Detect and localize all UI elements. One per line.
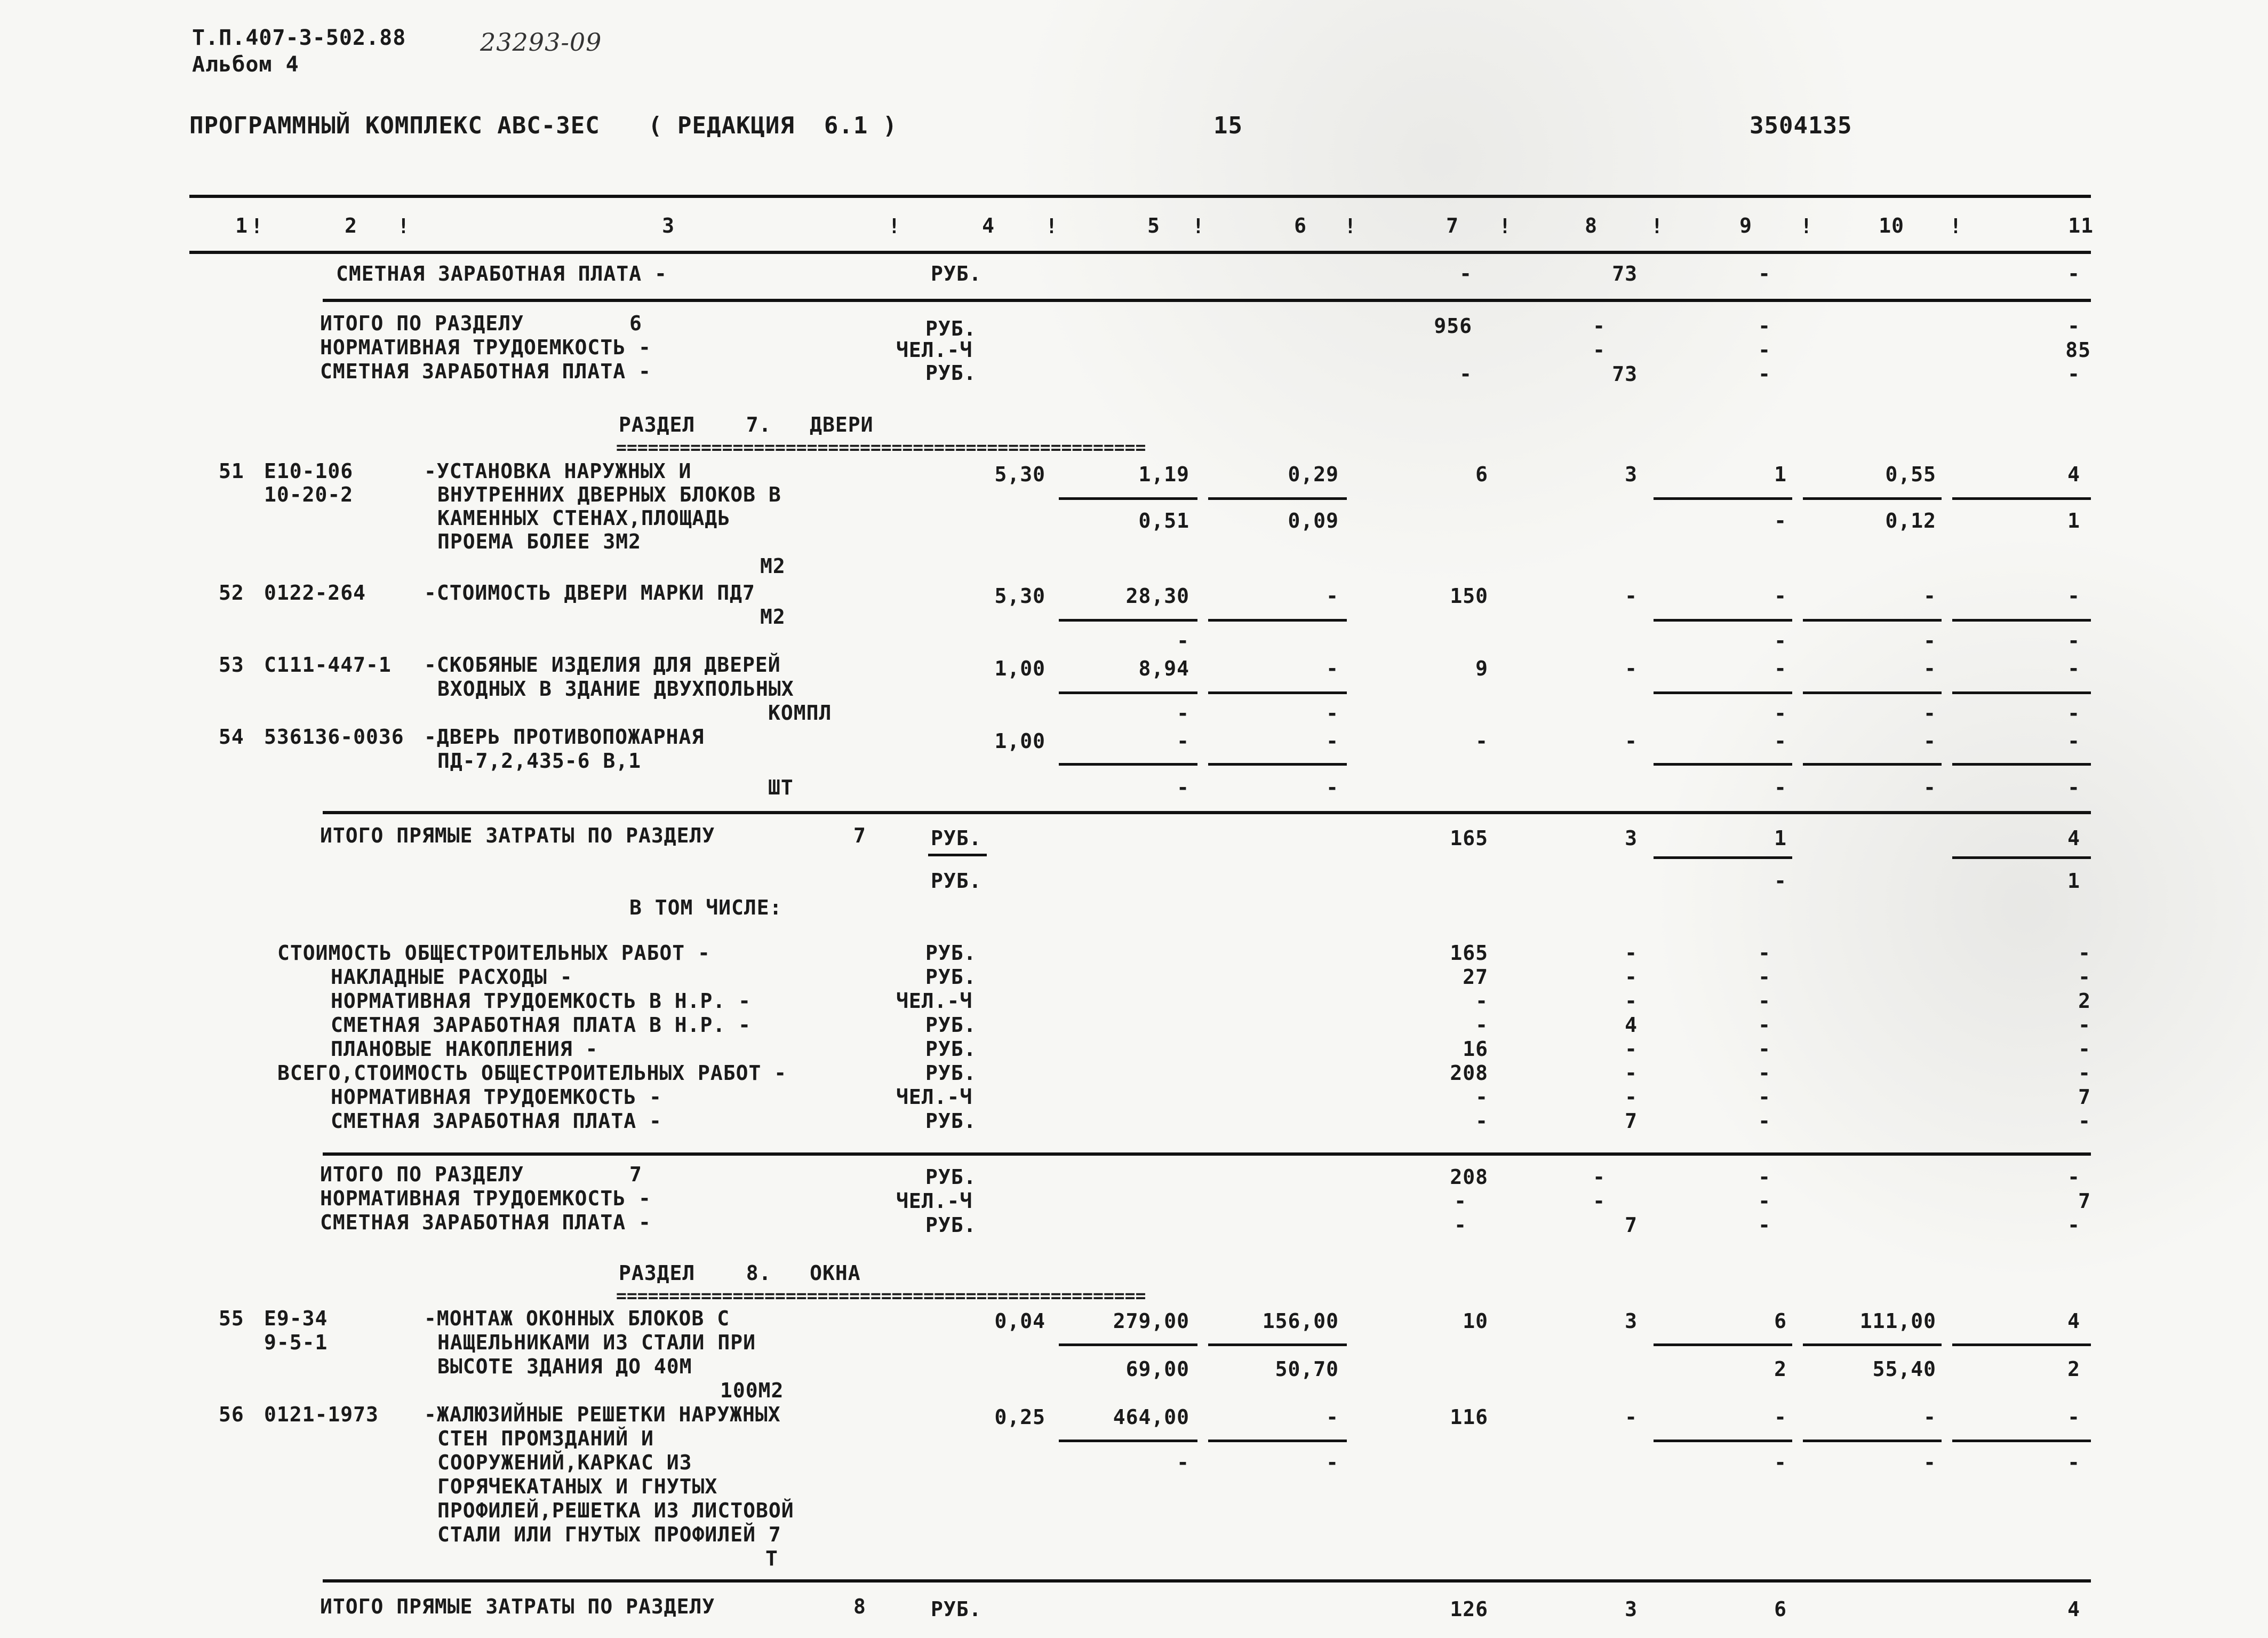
r55-c11a: 4 xyxy=(2067,1309,2080,1333)
r52-c11b: - xyxy=(2067,629,2080,653)
rule-1 xyxy=(323,299,2091,302)
r53-c9-rule xyxy=(1654,691,1792,694)
r52-c10a: - xyxy=(1923,584,1936,608)
gw-label-2: НАКЛАДНЫЕ РАСХОДЫ - xyxy=(331,965,573,989)
r55-c5a: 279,00 xyxy=(1113,1309,1189,1333)
s6-unit-1: РУБ. xyxy=(925,317,977,340)
s6-labour-label: НОРМАТИВНАЯ ТРУДОЕМКОСТЬ - xyxy=(320,336,651,359)
r56-c6b: - xyxy=(1326,1451,1339,1474)
gw-c9-7: - xyxy=(1758,1085,1771,1109)
s7-direct-unit-rule xyxy=(928,854,987,856)
gw-c8-6: - xyxy=(1625,1061,1638,1085)
r55-code2: 9-5-1 xyxy=(264,1331,328,1354)
r51-c5b: 0,51 xyxy=(1138,509,1189,532)
r54-code1: 536136-0036 xyxy=(264,725,404,749)
r52-c5-rule xyxy=(1059,619,1197,622)
r54-qty: 1,00 xyxy=(994,729,1045,753)
wage-label: СМЕТНАЯ ЗАРАБОТНАЯ ПЛАТА - xyxy=(336,262,667,285)
r51-desc2: ВНУТРЕННИХ ДВЕРНЫХ БЛОКОВ В xyxy=(437,483,781,506)
column-separator: ! xyxy=(1192,214,1204,238)
r53-c6-rule xyxy=(1208,691,1347,694)
r55-c11b: 2 xyxy=(2067,1357,2080,1381)
r52-c8: - xyxy=(1625,584,1638,608)
gw-unit-5: РУБ. xyxy=(925,1037,977,1061)
r54-c7: - xyxy=(1475,729,1488,753)
r54-c8: - xyxy=(1625,729,1638,753)
r54-c6b: - xyxy=(1326,776,1339,799)
r54-desc2: ПД-7,2,435-6 В,1 xyxy=(437,749,642,773)
s8-direct-c9: 6 xyxy=(1774,1597,1787,1621)
column-header-8: 8 xyxy=(1585,214,1598,237)
page-number: 15 xyxy=(1213,112,1243,139)
r53-unit: КОМПЛ xyxy=(768,701,832,725)
column-header-2: 2 xyxy=(345,214,357,237)
s7-r2-c8: - xyxy=(1593,1189,1606,1213)
s7-r3-c11: - xyxy=(2067,1213,2080,1237)
column-separator: ! xyxy=(1950,214,1962,238)
r54-c10b: - xyxy=(1923,776,1936,799)
s7-r3-c9: - xyxy=(1758,1213,1771,1237)
r51-desc4: ПРОЕМА БОЛЕЕ 3М2 xyxy=(437,530,642,553)
gw-label-7: НОРМАТИВНАЯ ТРУДОЕМКОСТЬ - xyxy=(331,1085,662,1109)
gw-c8-5: - xyxy=(1625,1037,1638,1061)
r53-c9b: - xyxy=(1774,702,1787,725)
r56-c11-rule xyxy=(1952,1440,2091,1442)
s6-r1-c11: - xyxy=(2067,314,2080,338)
s6-total-num: 6 xyxy=(629,312,642,335)
s7-direct-c11-rule xyxy=(1952,856,2091,859)
r53-c6b: - xyxy=(1326,702,1339,725)
s8-direct-num: 8 xyxy=(853,1595,866,1618)
r52-num: 52 xyxy=(219,581,244,605)
r56-c9-rule xyxy=(1654,1440,1792,1442)
gw-c7-2: 27 xyxy=(1463,965,1488,989)
r54-c9: - xyxy=(1774,729,1787,753)
gw-c9-6: - xyxy=(1758,1061,1771,1085)
r56-code1: 0121-1973 xyxy=(264,1403,379,1426)
r53-c10a: - xyxy=(1923,657,1936,680)
column-header-3: 3 xyxy=(662,214,675,237)
s7-total-label: ИТОГО ПО РАЗДЕЛУ xyxy=(320,1163,524,1186)
r51-c10a: 0,55 xyxy=(1885,463,1936,486)
r51-c9-rule xyxy=(1654,497,1792,500)
r55-c7: 10 xyxy=(1463,1309,1488,1333)
r55-unit: 100М2 xyxy=(720,1379,784,1402)
s7-r3-c7: - xyxy=(1454,1213,1467,1237)
s7-r3-c8: 7 xyxy=(1625,1213,1638,1237)
s7-direct-num: 7 xyxy=(853,824,866,847)
s8-direct-label: ИТОГО ПРЯМЫЕ ЗАТРАТЫ ПО РАЗДЕЛУ xyxy=(320,1595,715,1618)
r55-c10-rule xyxy=(1803,1343,1942,1346)
r51-c11b: 1 xyxy=(2067,509,2080,532)
column-header-7: 7 xyxy=(1446,214,1459,237)
s7-r2-c9: - xyxy=(1758,1189,1771,1213)
r55-c8: 3 xyxy=(1625,1309,1638,1333)
rule-2 xyxy=(323,811,2091,814)
s7-including-label: В ТОМ ЧИСЛЕ: xyxy=(629,896,782,919)
gw-c11-3: 2 xyxy=(2078,989,2091,1013)
column-header-4: 4 xyxy=(982,214,995,237)
r56-c9: - xyxy=(1774,1405,1787,1429)
gw-c9-8: - xyxy=(1758,1109,1771,1133)
gw-c7-3: - xyxy=(1475,989,1488,1013)
s7-labour-label: НОРМАТИВНАЯ ТРУДОЕМКОСТЬ - xyxy=(320,1187,651,1210)
r51-c10-rule xyxy=(1803,497,1942,500)
r51-c9: 1 xyxy=(1774,463,1787,486)
r56-c6-rule xyxy=(1208,1440,1347,1442)
r53-c6a: - xyxy=(1326,657,1339,680)
column-separator: ! xyxy=(397,214,410,238)
r55-qty: 0,04 xyxy=(994,1309,1045,1333)
r53-c9: - xyxy=(1774,657,1787,680)
project-code: Т.П.407-3-502.88 xyxy=(192,26,406,50)
section8-title: РАЗДЕЛ 8. ОКНА xyxy=(619,1261,861,1285)
r52-c5a: 28,30 xyxy=(1125,584,1189,608)
r54-c9b: - xyxy=(1774,776,1787,799)
r54-c9-rule xyxy=(1654,763,1792,766)
r53-c7: 9 xyxy=(1475,657,1488,680)
r53-c10b: - xyxy=(1923,702,1936,725)
r53-desc1: -СКОБЯНЫЕ ИЗДЕЛИЯ ДЛЯ ДВЕРЕЙ xyxy=(424,653,781,677)
r56-c6a: - xyxy=(1326,1405,1339,1429)
r52-c6-rule xyxy=(1208,619,1347,622)
gw-c9-2: - xyxy=(1758,965,1771,989)
gw-c11-8: - xyxy=(2078,1109,2091,1133)
r53-c11b: - xyxy=(2067,702,2080,725)
r53-c5b: - xyxy=(1177,702,1189,725)
column-header-9: 9 xyxy=(1739,214,1752,237)
gw-unit-4: РУБ. xyxy=(925,1013,977,1037)
r51-c8: 3 xyxy=(1625,463,1638,486)
r53-c5a: 8,94 xyxy=(1138,657,1189,680)
r53-c10-rule xyxy=(1803,691,1942,694)
gw-c7-1: 165 xyxy=(1450,941,1488,965)
r54-unit: ШТ xyxy=(768,776,794,799)
r53-c5-rule xyxy=(1059,691,1197,694)
s7-r1-c8: - xyxy=(1593,1165,1606,1189)
r55-desc1: -МОНТАЖ ОКОННЫХ БЛОКОВ С xyxy=(424,1307,730,1330)
r56-desc4: ГОРЯЧЕКАТАНЫХ И ГНУТЫХ xyxy=(437,1475,718,1498)
r51-desc1: -УСТАНОВКА НАРУЖНЫХ И xyxy=(424,459,692,483)
r55-c9: 6 xyxy=(1774,1309,1787,1333)
gw-unit-6: РУБ. xyxy=(925,1061,977,1085)
s6-r3-c8: 73 xyxy=(1612,362,1638,386)
s6-unit-2: ЧЕЛ.-Ч xyxy=(896,338,973,362)
s7-direct-unit1: РУБ. xyxy=(931,826,982,850)
gw-c9-3: - xyxy=(1758,989,1771,1013)
r55-c9b: 2 xyxy=(1774,1357,1787,1381)
r55-c10b: 55,40 xyxy=(1872,1357,1936,1381)
s8-direct-c8: 3 xyxy=(1625,1597,1638,1621)
gw-c9-1: - xyxy=(1758,941,1771,965)
r56-c7: 116 xyxy=(1450,1405,1488,1429)
r51-c6-rule xyxy=(1208,497,1347,500)
r53-desc2: ВХОДНЫХ В ЗДАНИЕ ДВУХПОЛЬНЫХ xyxy=(437,677,794,701)
column-separator: ! xyxy=(1045,214,1058,238)
gw-label-1: СТОИМОСТЬ ОБЩЕСТРОИТЕЛЬНЫХ РАБОТ - xyxy=(277,941,710,965)
r55-c5-rule xyxy=(1059,1343,1197,1346)
s6-total-label: ИТОГО ПО РАЗДЕЛУ xyxy=(320,312,524,335)
gw-c11-6: - xyxy=(2078,1061,2091,1085)
column-separator: ! xyxy=(1651,214,1663,238)
wage-c11: - xyxy=(2067,262,2080,285)
gw-unit-7: ЧЕЛ.-Ч xyxy=(896,1085,973,1109)
r54-num: 54 xyxy=(219,725,244,749)
s8-direct-c11: 4 xyxy=(2067,1597,2080,1621)
r55-c9-rule xyxy=(1654,1343,1792,1346)
s7-direct-c8: 3 xyxy=(1625,826,1638,850)
r56-unit: Т xyxy=(765,1547,778,1570)
gw-c8-7: - xyxy=(1625,1085,1638,1109)
r54-desc1: -ДВЕРЬ ПРОТИВОПОЖАРНАЯ xyxy=(424,725,705,749)
r54-c5a: - xyxy=(1177,729,1189,753)
s7-direct-c7: 165 xyxy=(1450,826,1488,850)
r52-c9b: - xyxy=(1774,629,1787,653)
r53-qty: 1,00 xyxy=(994,657,1045,680)
edition-label: ( РЕДАКЦИЯ 6.1 ) xyxy=(648,112,898,139)
r52-c7: 150 xyxy=(1450,584,1488,608)
gw-c7-8: - xyxy=(1475,1109,1488,1133)
s6-unit-3: РУБ. xyxy=(925,361,977,385)
r52-unit: М2 xyxy=(760,605,786,629)
gw-c11-4: - xyxy=(2078,1013,2091,1037)
r55-c6-rule xyxy=(1208,1343,1347,1346)
header-bottom-rule xyxy=(189,251,2091,254)
r55-c11-rule xyxy=(1952,1343,2091,1346)
s7-r1-c9: - xyxy=(1758,1165,1771,1189)
s7-direct-c9-rule xyxy=(1654,856,1792,859)
s7-wage-label: СМЕТНАЯ ЗАРАБОТНАЯ ПЛАТА - xyxy=(320,1211,651,1234)
s6-r2-c9: - xyxy=(1758,338,1771,362)
r55-c10a: 111,00 xyxy=(1859,1309,1936,1333)
r51-c5-rule xyxy=(1059,497,1197,500)
r53-c11-rule xyxy=(1952,691,2091,694)
gw-label-8: СМЕТНАЯ ЗАРАБОТНАЯ ПЛАТА - xyxy=(331,1109,662,1133)
r53-code1: С111-447-1 xyxy=(264,653,392,677)
gw-unit-2: РУБ. xyxy=(925,965,977,989)
column-header-11: 11 xyxy=(2068,214,2094,237)
s7-r2-c7: - xyxy=(1454,1189,1467,1213)
s6-r2-c11: 85 xyxy=(2065,338,2091,362)
gw-c11-1: - xyxy=(2078,941,2091,965)
wage-c9: - xyxy=(1758,262,1771,285)
wage-c7: - xyxy=(1459,262,1472,285)
s7-direct-c9: 1 xyxy=(1774,826,1787,850)
r54-c11-rule xyxy=(1952,763,2091,766)
r52-c9: - xyxy=(1774,584,1787,608)
column-separator: ! xyxy=(888,214,900,238)
r54-c5b: - xyxy=(1177,776,1189,799)
document-number: 3504135 xyxy=(1750,112,1852,139)
r51-code1: Е10-106 xyxy=(264,459,354,483)
column-separator: ! xyxy=(1344,214,1356,238)
s6-r1-c7: 956 xyxy=(1434,314,1472,338)
s7-direct-unit2: РУБ. xyxy=(931,869,982,893)
header-top-rule xyxy=(189,195,2091,198)
program-title: ПРОГРАММНЫЙ КОМПЛЕКС АВС-3ЕС xyxy=(189,112,600,139)
s7-total-num: 7 xyxy=(629,1163,642,1186)
wage-c8: 73 xyxy=(1612,262,1638,285)
r52-desc1: -СТОИМОСТЬ ДВЕРИ МАРКИ ПД7 xyxy=(424,581,755,605)
r56-desc6: СТАЛИ ИЛИ ГНУТЫХ ПРОФИЛЕЙ 7 xyxy=(437,1523,781,1546)
gw-c9-5: - xyxy=(1758,1037,1771,1061)
r53-c11a: - xyxy=(2067,657,2080,680)
r55-code1: Е9-34 xyxy=(264,1307,328,1330)
r56-num: 56 xyxy=(219,1403,244,1426)
gw-label-5: ПЛАНОВЫЕ НАКОПЛЕНИЯ - xyxy=(331,1037,598,1061)
gw-label-3: НОРМАТИВНАЯ ТРУДОЕМКОСТЬ В Н.Р. - xyxy=(331,989,751,1013)
r51-qty: 5,30 xyxy=(994,463,1045,486)
r55-c6a: 156,00 xyxy=(1262,1309,1339,1333)
s7-unit-1: РУБ. xyxy=(925,1165,977,1189)
r55-desc3: ВЫСОТЕ ЗДАНИЯ ДО 40М xyxy=(437,1355,692,1378)
gw-c9-4: - xyxy=(1758,1013,1771,1037)
rule-3 xyxy=(323,1152,2091,1156)
r52-c10-rule xyxy=(1803,619,1942,622)
s7-direct-c9b: - xyxy=(1774,869,1787,893)
r51-desc3: КАМЕННЫХ СТЕНАХ,ПЛОЩАДЬ xyxy=(437,506,731,530)
r52-c11a: - xyxy=(2067,584,2080,608)
r54-c6a: - xyxy=(1326,729,1339,753)
r56-c5b: - xyxy=(1177,1451,1189,1474)
column-separator: ! xyxy=(1499,214,1511,238)
r51-c6a: 0,29 xyxy=(1288,463,1339,486)
r51-c5a: 1,19 xyxy=(1138,463,1189,486)
s7-r1-c11: - xyxy=(2067,1165,2080,1189)
r51-code2: 10-20-2 xyxy=(264,483,354,506)
r52-qty: 5,30 xyxy=(994,584,1045,608)
gw-c8-2: - xyxy=(1625,965,1638,989)
s6-r1-c9: - xyxy=(1758,314,1771,338)
r54-c10a: - xyxy=(1923,729,1936,753)
r51-c7: 6 xyxy=(1475,463,1488,486)
gw-c11-7: 7 xyxy=(2078,1085,2091,1109)
r56-c8: - xyxy=(1625,1405,1638,1429)
r56-desc2: СТЕН ПРОМЗДАНИЙ И xyxy=(437,1427,654,1450)
rule-4 xyxy=(323,1579,2091,1583)
gw-unit-3: ЧЕЛ.-Ч xyxy=(896,989,973,1013)
handwritten-number: 23293-09 xyxy=(480,28,602,57)
r55-c6b: 50,70 xyxy=(1275,1357,1339,1381)
r55-num: 55 xyxy=(219,1307,244,1330)
r54-c11a: - xyxy=(2067,729,2080,753)
gw-c8-4: 4 xyxy=(1625,1013,1638,1037)
r56-c9b: - xyxy=(1774,1451,1787,1474)
r51-c11a: 4 xyxy=(2067,463,2080,486)
s6-r2-c8: - xyxy=(1593,338,1606,362)
s7-direct-c11: 4 xyxy=(2067,826,2080,850)
gw-c7-7: - xyxy=(1475,1085,1488,1109)
section7-underline: ================================================== xyxy=(616,437,1146,458)
album-label: Альбом 4 xyxy=(192,52,299,77)
column-header-5: 5 xyxy=(1147,214,1160,237)
r54-c10-rule xyxy=(1803,763,1942,766)
r56-desc3: СООРУЖЕНИЙ,КАРКАС ИЗ xyxy=(437,1451,692,1474)
r56-c10-rule xyxy=(1803,1440,1942,1442)
r51-unit: М2 xyxy=(760,554,786,578)
section8-underline: ================================================== xyxy=(616,1285,1146,1306)
section7-title: РАЗДЕЛ 7. ДВЕРИ xyxy=(619,413,874,436)
gw-c7-6: 208 xyxy=(1450,1061,1488,1085)
r53-c8: - xyxy=(1625,657,1638,680)
s7-direct-c11b: 1 xyxy=(2067,869,2080,893)
r54-c5-rule xyxy=(1059,763,1197,766)
r51-c6b: 0,09 xyxy=(1288,509,1339,532)
r56-c11a: - xyxy=(2067,1405,2080,1429)
r56-desc1: -ЖАЛЮЗИЙНЫЕ РЕШЕТКИ НАРУЖНЫХ xyxy=(424,1403,781,1426)
s6-wage-label: СМЕТНАЯ ЗАРАБОТНАЯ ПЛАТА - xyxy=(320,360,651,383)
s6-r3-c11: - xyxy=(2067,362,2080,386)
r56-c10a: - xyxy=(1923,1405,1936,1429)
s6-r1-c8: - xyxy=(1593,314,1606,338)
r54-c6-rule xyxy=(1208,763,1347,766)
gw-label-6: ВСЕГО,СТОИМОСТЬ ОБЩЕСТРОИТЕЛЬНЫХ РАБОТ - xyxy=(277,1061,787,1085)
r52-c5b: - xyxy=(1177,629,1189,653)
r54-c11b: - xyxy=(2067,776,2080,799)
gw-c7-5: 16 xyxy=(1463,1037,1488,1061)
s7-r1-c7: 208 xyxy=(1450,1165,1488,1189)
r52-c10b: - xyxy=(1923,629,1936,653)
r55-c5b: 69,00 xyxy=(1125,1357,1189,1381)
r52-c11-rule xyxy=(1952,619,2091,622)
r56-c10b: - xyxy=(1923,1451,1936,1474)
r51-c9b: - xyxy=(1774,509,1787,532)
gw-c8-8: 7 xyxy=(1625,1109,1638,1133)
gw-c11-2: - xyxy=(2078,965,2091,989)
gw-label-4: СМЕТНАЯ ЗАРАБОТНАЯ ПЛАТА В Н.Р. - xyxy=(331,1013,751,1037)
gw-c11-5: - xyxy=(2078,1037,2091,1061)
s6-r3-c7: - xyxy=(1459,362,1472,386)
r56-desc5: ПРОФИЛЕЙ,РЕШЕТКА ИЗ ЛИСТОВОЙ xyxy=(437,1499,794,1522)
s8-direct-unit: РУБ. xyxy=(931,1597,982,1621)
s7-unit-2: ЧЕЛ.-Ч xyxy=(896,1189,973,1213)
r52-c9-rule xyxy=(1654,619,1792,622)
r56-c5-rule xyxy=(1059,1440,1197,1442)
gw-unit-1: РУБ. xyxy=(925,941,977,965)
s6-r3-c9: - xyxy=(1758,362,1771,386)
column-header-6: 6 xyxy=(1294,214,1307,237)
s8-direct-c7: 126 xyxy=(1450,1597,1488,1621)
column-separator: ! xyxy=(251,214,263,238)
gw-c8-1: - xyxy=(1625,941,1638,965)
wage-unit: РУБ. xyxy=(931,262,982,285)
gw-c8-3: - xyxy=(1625,989,1638,1013)
gw-c7-4: - xyxy=(1475,1013,1488,1037)
column-header-10: 10 xyxy=(1879,214,1904,237)
r51-c10b: 0,12 xyxy=(1885,509,1936,532)
r55-desc2: НАЩЕЛЬНИКАМИ ИЗ СТАЛИ ПРИ xyxy=(437,1331,756,1354)
r56-c5a: 464,00 xyxy=(1113,1405,1189,1429)
s7-unit-3: РУБ. xyxy=(925,1213,977,1237)
column-header-1: 1 xyxy=(235,214,248,237)
r56-c11b: - xyxy=(2067,1451,2080,1474)
r52-c6a: - xyxy=(1326,584,1339,608)
s7-direct-label: ИТОГО ПРЯМЫЕ ЗАТРАТЫ ПО РАЗДЕЛУ xyxy=(320,824,715,847)
r52-code1: 0122-264 xyxy=(264,581,366,605)
r53-num: 53 xyxy=(219,653,244,677)
r51-c11-rule xyxy=(1952,497,2091,500)
s7-r2-c11: 7 xyxy=(2078,1189,2091,1213)
r56-qty: 0,25 xyxy=(994,1405,1045,1429)
column-separator: ! xyxy=(1800,214,1812,238)
r51-num: 51 xyxy=(219,459,244,483)
gw-unit-8: РУБ. xyxy=(925,1109,977,1133)
